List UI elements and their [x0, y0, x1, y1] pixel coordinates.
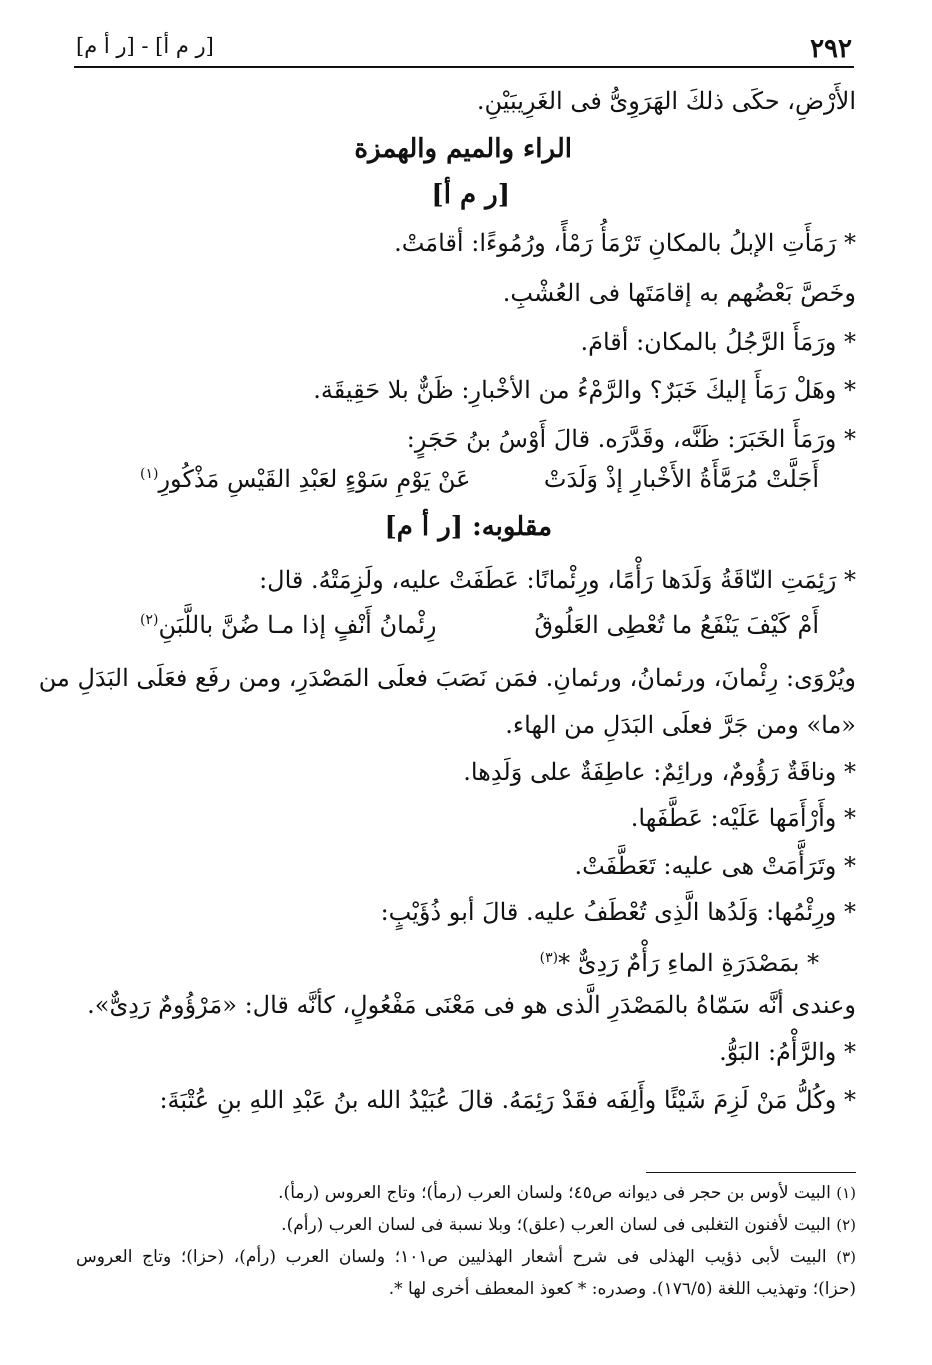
footnote-marker: (٢) — [140, 612, 159, 628]
text-line: * وأَرْأَمَها عَلَيْه: عَطَّفَها. — [630, 804, 856, 832]
text-line: * وناقَةٌ رَؤُومٌ، ورائِمٌ: عاطِفَةٌ على وَلَدِها. — [463, 758, 856, 786]
verse-second-hemistich — [140, 465, 471, 493]
footnote-number: (٢) — [836, 1216, 856, 1234]
footnote-text: البيت لأبى ذؤيب الهذلى فى شرح أشعار الهذليين ص١٠١؛ ولسان العرب (رأم)، (حزا)؛ وتاج العروس — [76, 1247, 827, 1267]
text-line: * ورَمَأَ الخَبَرَ: ظَنَّه، وقَدَّرَه. قالَ أَوْسُ بنُ حَجَرٍ: — [406, 425, 856, 453]
running-title: [ر م أ] - [ر أ م] — [76, 34, 214, 58]
text-line: * ورَمَأَ الرَّجُلُ بالمكان: أقامَ. — [580, 328, 856, 356]
text-line: * رَئِمَتِ النّاقَةُ وَلَدَها رَأْمًا، ورِئْمانًا: عَطَفَتْ عليه، ولَزِمَتْهُ. قال: — [259, 566, 856, 594]
text-line: * والرَّأْمُ: البَوُّ. — [719, 1038, 856, 1066]
text-line: وعندى أنَّه سَمّاهُ بالمَصْدَرِ الَّذى هو فى مَعْنَى مَفْعُولٍ، كأنَّه قال: «مَرْؤُومٌ رَدِىٌّ». — [87, 991, 856, 1019]
footnote-number: (١) — [836, 1184, 856, 1202]
text-line: الأَرْضِ، حكَى ذلكَ الهَرَوِىُّ فى الغَرِيبَيْنِ. — [476, 87, 856, 115]
section-heading: الراء والميم والهمزة — [354, 134, 572, 164]
text-line: «ما» ومن جَرَّ فعلَى البَدَلِ من الهاء. — [505, 711, 856, 739]
page-number: ٢٩٢ — [810, 34, 852, 64]
verse-quote — [540, 941, 819, 980]
text-line: * وتَرَأَّمَتْ هى عليه: تَعَطَّفَتْ. — [574, 852, 856, 880]
footnote-continuation: (حزا)؛ وتهذيب اللغة (١٧٦/٥). وصدره: * كعوذ المعطف أخرى لها *. — [388, 1279, 856, 1299]
verse-text: * بمَصْدَرَةِ الماءِ رَأْمٌ رَدِىٌّ * — [558, 949, 819, 977]
section-heading: مقلوبه: [ر أ م] — [384, 512, 552, 542]
text-line: وخَصَّ بَعْضُهم به إقامَتَها فى العُشْبِ. — [502, 279, 856, 307]
header-rule — [74, 66, 854, 68]
verse-text: رِئْمانُ أَنْفٍ إذا مـا ضُنَّ باللَّبَنِ — [158, 611, 437, 639]
text-line: * وكُلُّ مَنْ لَزِمَ شَيْئًا وأَلِفَه فقَدْ رَئِمَهُ. قالَ عُبَيْدُ الله بنُ عَبْدِ اللهِ بنِ عُتْبَةَ: — [159, 1086, 856, 1114]
text-line: * رَمَأَتِ الإبلُ بالمكانِ تَرْمَأُ رَمْأً، ورُمُوءًا: أقامَتْ. — [394, 229, 856, 257]
footnote-text: البيت لأفنون التغلبى فى لسان العرب (علق)؛ وبلا نسبة فى لسان العرب (رأم). — [281, 1215, 831, 1235]
footnote-marker: (٣) — [539, 950, 559, 966]
verse-first-hemistich: أَجَلَّتْ مُرَمَّأَةُ الأَخْبارِ إذْ وَلَدَتْ — [543, 465, 819, 493]
footnote-rule — [646, 1172, 856, 1173]
text-line: * وهَلْ رَمَأَ إليكَ خَبَرٌ؟ والرَّمْءُ من الأخْبارِ: ظَنٌّ بلا حَقِيقَة. — [313, 376, 856, 404]
verse-text: عَنْ يَوْمِ سَوْءٍ لعَبْدِ القَيْسِ مَذْكُورِ — [158, 465, 471, 493]
text-line: * ورِئْمُها: وَلَدُها الَّذِى تُعْطَفُ عليه. قالَ أبو ذُؤَيْبٍ: — [380, 898, 856, 926]
verse-second-hemistich — [140, 611, 437, 639]
text-line: ويُرْوَى: رِئْمانَ، ورئمانُ، ورئمانِ. فمَن نَصَبَ فعلَى المَصْدَرِ، ومن رفَع فعَلَى البَدَلِ من — [38, 664, 856, 692]
footnote — [76, 1244, 856, 1270]
footnote-marker: (١) — [140, 466, 159, 482]
footnote — [278, 1180, 856, 1206]
root-heading: [ر م أ] — [431, 180, 510, 210]
verse-first-hemistich: أَمْ كَيْفَ يَنْفَعُ ما تُعْطِى العَلُوقُ — [534, 611, 819, 639]
footnote-text: البيت لأوس بن حجر فى ديوانه ص٤٥؛ ولسان العرب (رمأ)؛ وتاج العروس (رمأ). — [278, 1183, 831, 1203]
footnote — [281, 1212, 856, 1238]
footnote-number: (٣) — [836, 1248, 857, 1266]
